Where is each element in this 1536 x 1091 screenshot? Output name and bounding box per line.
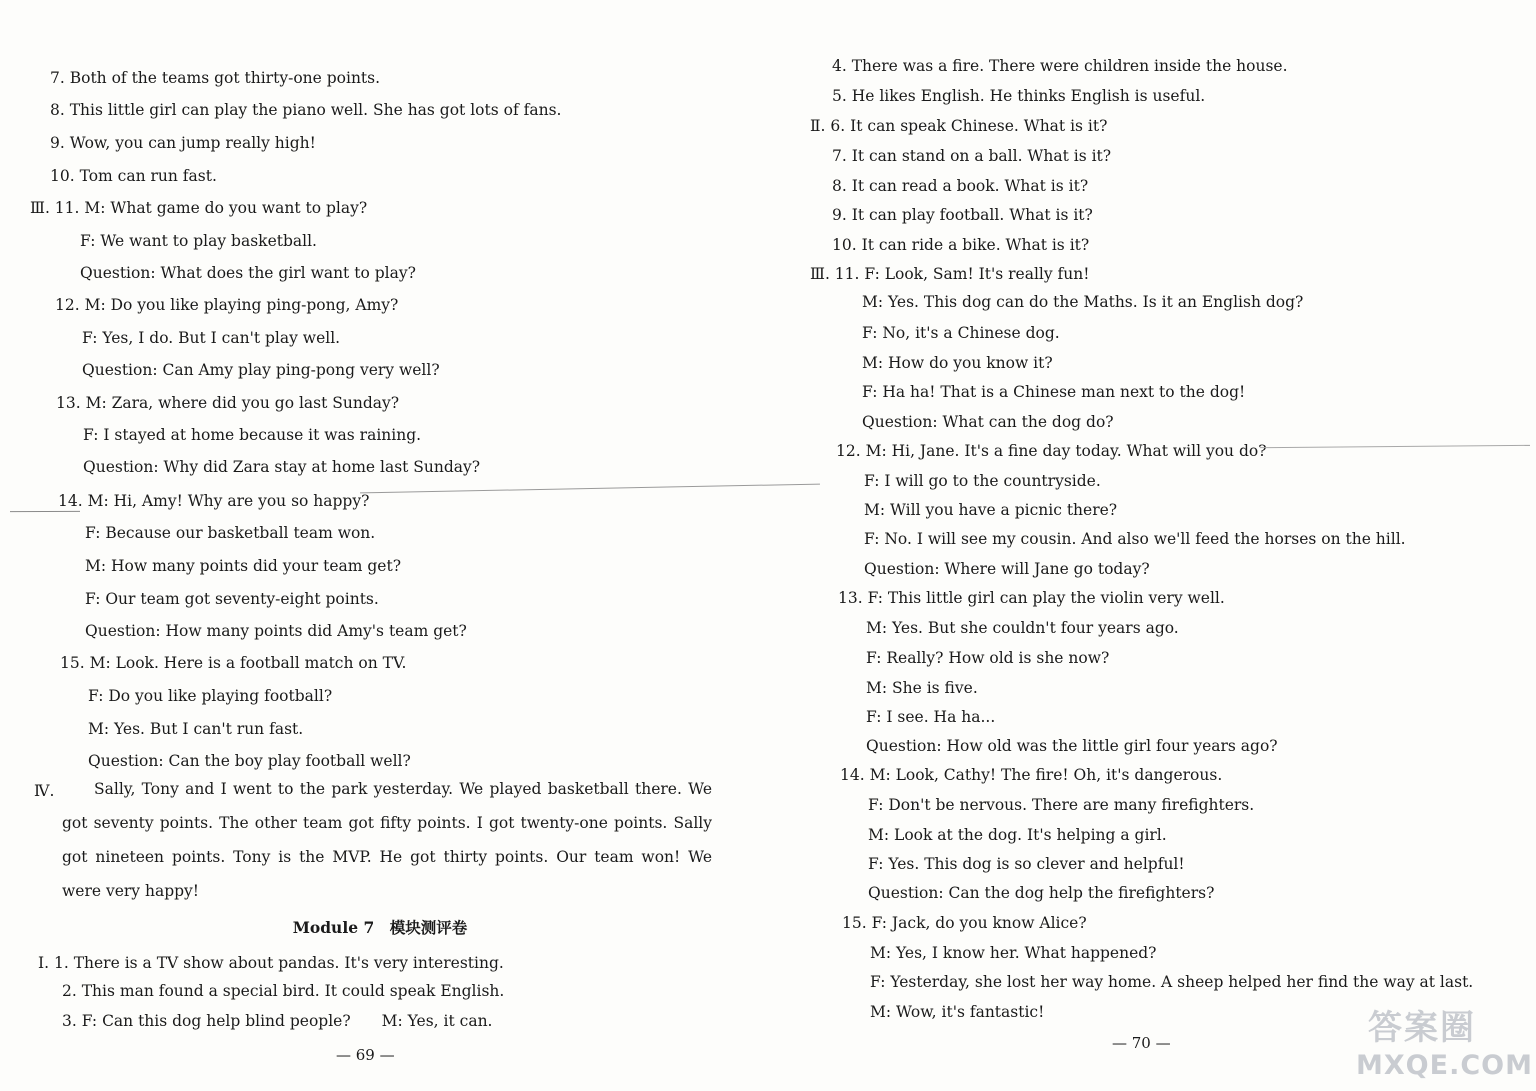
- right-page-line: F: Ha ha! That is a Chinese man next to the dog!: [862, 383, 1246, 401]
- left-page-line: F: Do you like playing football?: [88, 687, 333, 705]
- left-page-line: 2. This man found a special bird. It could speak English.: [62, 982, 505, 1000]
- left-page-line: M: How many points did your team get?: [85, 557, 402, 575]
- left-page-line: Question: What does the girl want to play?: [80, 264, 416, 282]
- right-page-line: Ⅱ. 6. It can speak Chinese. What is it?: [810, 117, 1108, 135]
- left-page-line: 10. Tom can run fast.: [50, 167, 217, 185]
- right-page-line: Question: What can the dog do?: [862, 413, 1114, 431]
- section-iv-label: Ⅳ.: [34, 782, 55, 800]
- right-page-line: 13. F: This little girl can play the violin very well.: [838, 589, 1225, 607]
- right-page-line: M: Will you have a picnic there?: [864, 501, 1118, 519]
- left-page-line: 15. M: Look. Here is a football match on TV.: [60, 654, 407, 672]
- left-page-line: Ⅲ. 11. M: What game do you want to play?: [30, 199, 368, 217]
- right-page-line: F: Don't be nervous. There are many firefighters.: [868, 796, 1255, 814]
- left-page-line: Question: Why did Zara stay at home last Sunday?: [83, 458, 481, 476]
- page-number-right: — 70 —: [1112, 1034, 1171, 1052]
- right-page-line: F: Yes. This dog is so clever and helpful!: [868, 855, 1185, 873]
- right-page-line: F: No, it's a Chinese dog.: [862, 324, 1060, 342]
- right-page-line: M: Wow, it's fantastic!: [870, 1003, 1045, 1021]
- right-page-line: 9. It can play football. What is it?: [832, 206, 1093, 224]
- right-page-line: M: Yes, I know her. What happened?: [870, 944, 1157, 962]
- right-page-line: 14. M: Look, Cathy! The fire! Oh, it's dangerous.: [840, 766, 1223, 784]
- right-page-line: F: Yesterday, she lost her way home. A sheep helped her find the way at last.: [870, 973, 1474, 991]
- right-page-line: F: No. I will see my cousin. And also we'll feed the horses on the hill.: [864, 530, 1406, 548]
- right-page-line: 10. It can ride a bike. What is it?: [832, 236, 1090, 254]
- left-page-line: Question: How many points did Amy's team get?: [85, 622, 467, 640]
- right-page-line: Question: How old was the little girl four years ago?: [866, 737, 1278, 755]
- left-page-line: F: We want to play basketball.: [80, 232, 317, 250]
- module-heading: Module 7 模块测评卷: [292, 918, 468, 937]
- left-page-line: Question: Can the boy play football well?: [88, 752, 411, 770]
- right-page-line: 15. F: Jack, do you know Alice?: [842, 914, 1087, 932]
- left-page-line: 8. This little girl can play the piano well. She has got lots of fans.: [50, 101, 562, 119]
- left-page-line: Ⅰ. 1. There is a TV show about pandas. It's very interesting.: [38, 954, 504, 972]
- right-page-line: F: Really? How old is she now?: [866, 649, 1110, 667]
- right-page-line: Ⅲ. 11. F: Look, Sam! It's really fun!: [810, 265, 1090, 283]
- right-page-line: Question: Where will Jane go today?: [864, 560, 1150, 578]
- right-page-line: 5. He likes English. He thinks English is useful.: [832, 87, 1206, 105]
- page-number-left: — 69 —: [336, 1046, 395, 1064]
- left-page-line: F: I stayed at home because it was raining.: [83, 426, 422, 444]
- left-page-line: 3. F: Can this dog help blind people? M: Yes, it can.: [62, 1012, 493, 1030]
- left-page-line: 9. Wow, you can jump really high!: [50, 134, 316, 152]
- right-page-line: M: Yes. This dog can do the Maths. Is it an English dog?: [862, 293, 1304, 311]
- left-page: [0, 0, 760, 1091]
- right-page-line: 12. M: Hi, Jane. It's a fine day today. What will you do?: [836, 442, 1267, 460]
- right-page-line: 8. It can read a book. What is it?: [832, 177, 1089, 195]
- left-page-line: F: Yes, I do. But I can't play well.: [82, 329, 341, 347]
- left-page-line: M: Yes. But I can't run fast.: [88, 720, 304, 738]
- right-page-line: M: Look at the dog. It's helping a girl.: [868, 826, 1167, 844]
- right-page-line: F: I see. Ha ha...: [866, 708, 996, 726]
- right-page-line: M: Yes. But she couldn't four years ago.: [866, 619, 1179, 637]
- left-page-line: F: Because our basketball team won.: [85, 524, 376, 542]
- left-page-line: F: Our team got seventy-eight points.: [85, 590, 379, 608]
- left-page-line: Question: Can Amy play ping-pong very well?: [82, 361, 440, 379]
- section-iv-paragraph: Sally, Tony and I went to the park yesterday. We played basketball there. We got seventy points. The other team got fifty points. I got twenty-one points. Sally got nineteen points. Tony is the MVP. He got thirty points. Our team won! We were very happy!: [62, 780, 712, 900]
- right-page-line: 7. It can stand on a ball. What is it?: [832, 147, 1112, 165]
- right-page-line: F: I will go to the countryside.: [864, 472, 1101, 490]
- watermark-site: MXQE.COM: [1356, 1050, 1533, 1081]
- right-page-line: 4. There was a fire. There were children inside the house.: [832, 57, 1288, 75]
- left-page-line: 14. M: Hi, Amy! Why are you so happy?: [58, 492, 370, 510]
- right-page-line: Question: Can the dog help the firefighters?: [868, 884, 1215, 902]
- watermark-logo: 答案圈: [1368, 1008, 1476, 1048]
- right-page-line: M: How do you know it?: [862, 354, 1053, 372]
- right-page: [780, 0, 1536, 1091]
- left-page-line: 7. Both of the teams got thirty-one points.: [50, 69, 381, 87]
- left-page-line: 12. M: Do you like playing ping-pong, Amy?: [55, 296, 399, 314]
- left-page-line: 13. M: Zara, where did you go last Sunday?: [56, 394, 400, 412]
- right-page-line: M: She is five.: [866, 679, 978, 697]
